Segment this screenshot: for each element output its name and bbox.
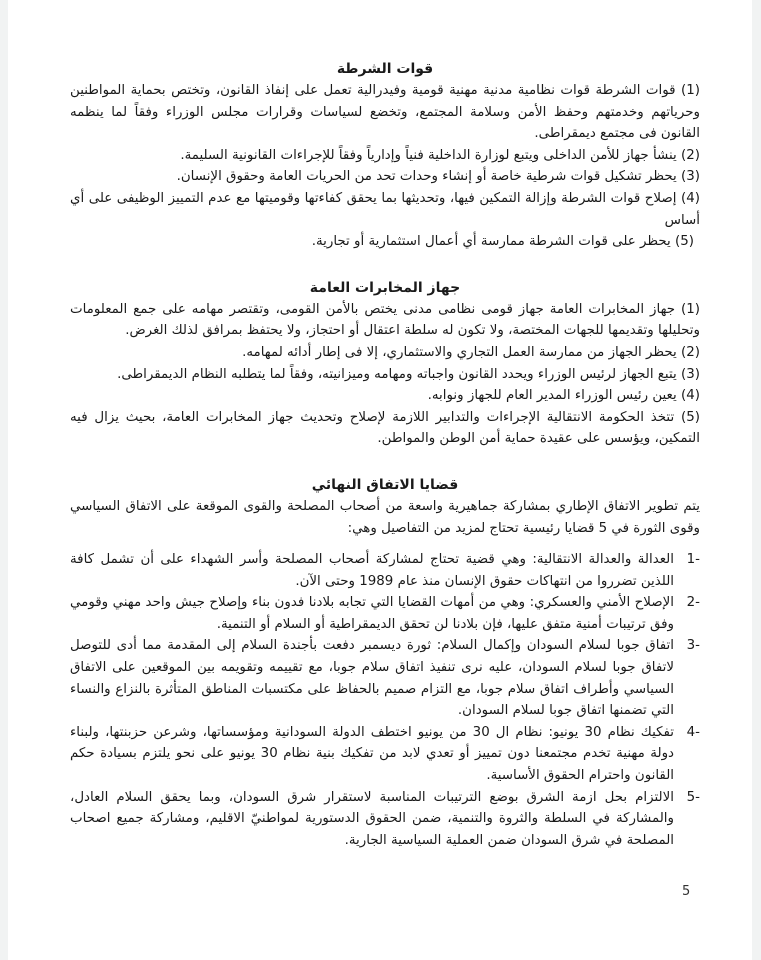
list-item-number: -3 [686, 638, 700, 654]
police-clause-1: (1) قوات الشرطة قوات نظامية مدنية مهنية قومية وفيدرالية تعمل على إنفاذ القانون، وتختص بحماية المواطنين وحرياتهم وخدمتهم وحفظ الأمن وسلامة المجتمع، وتخضع لسياسات وقرارات مجلس الوزراء وفقاً لما ينظمه القانون فى مجتمع ديمقراطى. [70, 83, 700, 142]
section-heading: قضايا الاتفاق النهائي [311, 476, 459, 493]
intelligence-clause-4: (4) يعين رئيس الوزراء المدير العام للجهاز ونوابه. [427, 388, 700, 404]
final-agreement-list [70, 549, 700, 851]
page-number: 5 [682, 884, 691, 899]
intelligence-clause-2: (2) يحظر الجهاز من ممارسة العمل التجاري والاستثماري، إلا فى إطار أدائه لمهامه. [242, 344, 700, 360]
section-heading: جهاز المخابرات العامة [309, 279, 461, 296]
list-item-number: -5 [686, 789, 700, 805]
list-item-number: -1 [686, 552, 700, 568]
list-item [70, 635, 700, 721]
section-final-agreement [70, 474, 700, 852]
list-item-text: الإصلاح الأمني والعسكري: وهي من أمهات القضايا التي تجابه بلادنا فدون بناء وإصلاح جيش واحد مهني وقومي وفق ترتيبات أمنية متفق عليها، فإن بلادنا لن تحقق الديمقراطية أو السلام أو التنمية. [70, 595, 674, 632]
police-clause-2: (2) ينشأ جهاز للأمن الداخلى ويتبع لوزارة الداخلية فنياً وإدارياً وفقاً للإجراءات القانونية السليمة. [180, 147, 700, 163]
list-item [70, 787, 700, 852]
final-agreement-intro: يتم تطوير الاتفاق الإطاري بمشاركة جماهيرية واسعة من أصحاب المصلحة والقوى الموقعة على الاتفاق السياسي وقوى الثورة في 5 قضايا رئيسية تحتاج لمزيد من التفاصيل وهي: [70, 498, 700, 536]
list-item [70, 722, 700, 787]
document-page [8, 0, 752, 960]
list-item [70, 549, 700, 592]
list-item-text: اتفاق جوبا لسلام السودان وإكمال السلام: ثورة ديسمبر دفعت بأجندة السلام إلى المقدمة مما أدى للتوصل لاتفاق جوبا لسلام السودان، عليه نرى تنفيذ اتفاق سلام جوبا، مع تقييمه وتقويمه بين الموقعين على الاتفاق السياسي وأطراف اتفاق سلام جوبا، مع التزام صميم بالحفاظ على مكتسبات المناطق المتأثرة بالنزاع والنساء التي تضمنها اتفاق جوبا لسلام السودان. [70, 638, 674, 719]
list-item-number: -2 [686, 595, 700, 611]
police-clause-3: (3) يحظر تشكيل قوات شرطية خاصة أو إنشاء وحدات تحد من الحريات العامة وحقوق الإنسان. [176, 169, 700, 185]
section-heading: قوات الشرطة [336, 61, 434, 77]
list-item-text: العدالة والعدالة الانتقالية: وهي قضية تحتاج لمشاركة أصحاب المصلحة وأسر الشهداء على أن تشمل كافة اللذين تضرروا من انتهاكات حقوق الإنسان منذ عام 1989 وحتى الآن. [70, 552, 674, 589]
document-body [70, 58, 700, 871]
list-item-text: الالتزام بحل ازمة الشرق بوضع الترتيبات المناسبة لاستقرار شرق السودان، وبما يحقق السلام العادل، والمشاركة في السلطة والثروة والتنمية، ضمن الحقوق الدستورية لمواطنيّ الاقليم، ومشاركة جميع اصحاب المصلحة في شرق السودان ضمن العملية السياسية الجارية. [70, 789, 674, 848]
police-clause-4: (4) إصلاح قوات الشرطة وإزالة التمكين فيها، وتحديثها بما يحقق كفاءتها وقوميتها مع عدم التمييز الوظيفى على أي أساس [70, 190, 700, 228]
section-police-forces [70, 58, 700, 253]
intelligence-clause-1: (1) جهاز المخابرات العامة جهاز قومى نظامى مدنى يختص بالأمن القومى، وتقتصر مهامه على جمع المعلومات وتحليلها وتقديمها للجهات المختصة، ولا تكون له سلطة اعتقال أو احتجاز، ولا يحتفظ بمرافق لذلك الغرض. [70, 301, 700, 339]
list-item [70, 592, 700, 635]
list-item-text: تفكيك نظام 30 يونيو: نظام ال 30 من يونيو اختطف الدولة السودانية ومؤسساتها، وشرعن حزبنتها، ولبناء دولة مهنية تخدم مجتمعنا دون تمييز أو تعدي لابد من تفكيك بنية نظام 30 يونيو على نحو يلتزم بسيادة حكم القانون واحترام الحقوق الأساسية. [70, 724, 675, 784]
section-general-intelligence [70, 277, 700, 450]
intelligence-clause-3: (3) يتبع الجهاز لرئيس الوزراء ويحدد القانون واجباته ومهامه وميزانيته، وفقاً لما يتطلبه النظام الديمقراطى. [117, 366, 700, 382]
list-item-number: -4 [686, 724, 700, 740]
intelligence-clause-5: (5) تتخذ الحكومة الانتقالية الإجراءات والتدابير اللازمة لإصلاح وتحديث جهاز المخابرات العامة، بحيث يزال فيه التمكين، ويؤسس على عقيدة حماية أمن الوطن والمواطن. [70, 409, 700, 447]
police-clause-5: (5) يحظر على قوات الشرطة ممارسة أي أعمال استثمارية أو تجارية. [311, 234, 694, 250]
